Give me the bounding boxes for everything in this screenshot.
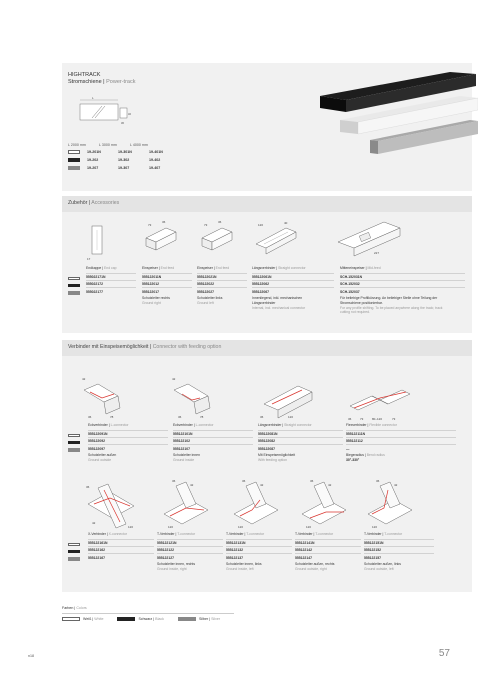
code: 19-301N [118, 150, 132, 154]
dim: 120 [288, 415, 294, 419]
note-en: Ground right [142, 301, 161, 306]
dim: 80–120 [372, 417, 383, 421]
connectors-header-en: Connector with feeding option [152, 344, 222, 350]
colors-title-de: Farben [62, 606, 74, 610]
code-black: 555122112 [346, 437, 456, 444]
dim: 73 [148, 223, 152, 227]
dim-width: 36 [121, 122, 124, 125]
connectors-header-de: Verbinder mit Einspeisemöglichkeit [68, 344, 149, 350]
length-header-2: L 3000 mm [99, 142, 117, 147]
note [340, 296, 445, 314]
length-header-1: L 2000 mm [68, 142, 86, 147]
swatch-black [68, 441, 80, 445]
color-item-black: Schwarz | Black [117, 617, 164, 621]
note: Biegeradius | Bend radius 30°-330° [346, 453, 456, 462]
code-white: 555122161N [88, 539, 154, 546]
dim: 73 [360, 417, 364, 421]
length-header-3: L 4000 mm [130, 142, 148, 147]
connector-col-straight: Längsverbinder | Straight connector 555122081N 555122082 555122087 Mit Einspeisemöglichkeit With feeding option [258, 423, 343, 463]
swatch-silver [68, 448, 80, 452]
hightrack-subtitle-de: Stromschiene [68, 79, 102, 85]
dim: 36 [162, 220, 166, 224]
label-en: X-connector [108, 532, 127, 536]
label-de: T-Verbinder [157, 532, 175, 536]
dim: 36 [172, 479, 176, 483]
label-en: Straight connector [284, 423, 312, 427]
label-de: Einspeiser [197, 266, 213, 270]
dim: 42 [328, 483, 332, 487]
code-black: SCH-152032 [340, 280, 465, 287]
note-de: Schutzleiter außen [88, 453, 117, 458]
code: 19-202 [87, 158, 99, 162]
label-en: T-connector [315, 532, 334, 536]
l-connector-inside-drawing [170, 370, 218, 420]
label-en: Straight connector [278, 266, 306, 270]
code-black: 555122092 [88, 437, 168, 444]
connector-row1-swatches [68, 427, 87, 455]
code-black: 555022172 [86, 280, 136, 287]
code-black: 555122102 [173, 437, 253, 444]
code-white: 555122151N [364, 539, 434, 546]
note [258, 453, 343, 462]
accessories-header-en: Accessories [91, 200, 120, 206]
dim: 78 [200, 415, 204, 419]
dim: 120 [306, 525, 312, 529]
label-de: Eckverbinder [173, 423, 193, 427]
note [226, 562, 292, 571]
l-connector-outside-drawing [80, 370, 128, 420]
note-de: Schutzleiter innen, links [226, 562, 262, 567]
colors-legend: Farben | Colors Weiß | White Schwarz | Black Silber | Silver [62, 606, 234, 621]
note-de: Schutzleiter links [197, 296, 223, 301]
code-silver: 555122127 [157, 553, 223, 560]
code-silver: 555122157 [364, 553, 434, 560]
color-de: Schwarz [138, 617, 153, 621]
code-white: 555122061N [252, 273, 334, 280]
label-en: L-connector [110, 423, 129, 427]
label-de: T-Verbinder [226, 532, 244, 536]
t-connector-3-drawing [298, 478, 350, 530]
color-en: White [94, 617, 104, 621]
track-product-image [300, 66, 478, 158]
code-white: 555122021N [197, 273, 247, 280]
swatch-silver [68, 166, 80, 170]
note-de: Biegeradius [346, 453, 364, 458]
hightrack-title: HIGHTRACK Stromschiene | Power-track [68, 72, 136, 85]
dim: 36 [376, 479, 380, 483]
note-de: Für beliebige Profilkürzung. An beliebiger Stelle ohne Teilung der Stromschiene positionierbar. [340, 296, 438, 306]
label-en: T-connector [246, 532, 265, 536]
note-en: Ground inside [173, 458, 195, 463]
connector-col-x: X-Verbinder | X-connector 555122161N 555122162 555122167 [88, 532, 154, 560]
note-de: Mit Einspeisemöglichkeit [258, 453, 296, 458]
code: 19-201N [87, 150, 101, 154]
dim-length: L [92, 96, 94, 100]
accessory-col-mid-feed: Mitteneinspeiser | Mid-feed SCH-152031N SCH-152032 SCH-152037 Für beliebige Profilkürzung. An beliebiger Stelle ohne Teilung der Stromschiene positionierbar. For any profile shifting. To be placed anywhere along the track; track cutting not required. [340, 266, 465, 315]
note [295, 562, 361, 571]
label-de: X-Verbinder [88, 532, 106, 536]
code-white: SCH-152031N [340, 273, 465, 280]
swatch-white [62, 617, 80, 621]
label-en: T-connector [177, 532, 196, 536]
note [142, 296, 192, 305]
x-connector-drawing [84, 478, 140, 530]
code-white: 555122141N [295, 539, 361, 546]
connector-col-t2: T-Verbinder | T-connector 555122131N 555122132 555122137 Schutzleiter innen, links Ground inside, left [226, 532, 292, 572]
connector-col-t1: T-Verbinder | T-connector 555122121N 555122122 555122127 Schutzleiter innen, rechts Ground inside, right [157, 532, 223, 572]
code-silver: 555122097 [88, 444, 168, 451]
dim: 36 [310, 479, 314, 483]
code-silver: — [346, 444, 456, 451]
color-en: Black [155, 617, 164, 621]
footer-left: n18 [28, 654, 34, 658]
label-de: Eckverbinder [88, 423, 108, 427]
note-de: Schutzleiter außen, links [364, 562, 401, 567]
flex-connector-drawing [346, 376, 416, 422]
accessory-col-straight-connector: Längsverbinder | Straight connector 555122061N 555122062 555122067 Innenliegend, inkl. mechanischen Längsverbinder Internal, incl. mechanical connector [252, 266, 334, 310]
swatch-white [68, 277, 80, 281]
dim: 78 [110, 415, 114, 419]
note [157, 562, 223, 571]
dim: 42 [190, 483, 194, 487]
dim: 42 [82, 377, 86, 381]
note-en: Bend radius [366, 453, 385, 458]
note [252, 296, 312, 310]
label-en: End cap [104, 266, 117, 270]
dim: 120 [168, 525, 174, 529]
accessory-col-end-feed-right: Einspeiser | End feed 555122011N 555122012 555122017 Schutzleiter rechts Ground right [142, 266, 192, 306]
color-de: Weiß [83, 617, 92, 621]
note [364, 562, 434, 571]
t-connector-2-drawing [230, 478, 282, 530]
dim: 36 [260, 415, 264, 419]
note-en: Ground outside [88, 458, 112, 463]
swatch-black [68, 284, 80, 288]
accessories-header: Zubehör | Accessories [62, 196, 472, 212]
end-feed-right-drawing [140, 216, 182, 256]
note-en: Ground inside, left [226, 567, 254, 572]
label-en: T-connector [384, 532, 403, 536]
note-de: Schutzleiter innen, rechts [157, 562, 196, 567]
swatch-white [68, 543, 80, 547]
label-de: Längsverbinder [258, 423, 282, 427]
connector-col-l-inside: Eckverbinder | L-connector 555122101N 555122102 555122107 Schutzleiter innen Ground inside [173, 423, 253, 463]
code-black: 555122062 [252, 280, 334, 287]
connector-col-flex: Flexverbinder | Flexible connector 555122111N 555122112 — Biegeradius | Bend radius 30°-330° [346, 423, 456, 463]
code-black: 555122022 [197, 280, 247, 287]
colors-title-en: Colors [76, 606, 87, 610]
label-en: L-connector [195, 423, 214, 427]
note-en: Internal, incl. mechanical connector [252, 305, 306, 310]
code-silver: 555122027 [197, 287, 247, 294]
note [88, 453, 168, 462]
note-de: Schutzleiter außen, rechts [295, 562, 335, 567]
length-row-silver [68, 164, 180, 172]
dim: 36 [218, 220, 222, 224]
code-silver: 555122017 [142, 287, 192, 294]
dim: 120 [128, 525, 134, 529]
swatch-black [68, 550, 80, 554]
code-silver: 555122087 [258, 444, 343, 451]
note [197, 296, 247, 305]
code-silver: 555022177 [86, 287, 136, 294]
page-number: 57 [438, 648, 450, 659]
end-cap-dim: 17 [87, 257, 91, 261]
note-de: Innenliegend, inkl. mechanischen Längsverbinder [252, 296, 303, 306]
label-de: Endkappe [86, 266, 102, 270]
label-de: Einspeiser [142, 266, 158, 270]
code-silver: 555122137 [226, 553, 292, 560]
connector-col-t3: T-Verbinder | T-connector 555122141N 555122142 555122147 Schutzleiter außen, rechts Ground outside, right [295, 532, 361, 572]
label-en: Mid-feed [367, 266, 381, 270]
code-white: 555122091N [88, 430, 168, 437]
swatch-black [117, 617, 135, 621]
label-de: T-Verbinder [364, 532, 382, 536]
straight-connector-feed-drawing [258, 372, 318, 420]
connector-col-t4: T-Verbinder | T-connector 555122151N 555122152 555122157 Schutzleiter außen, links Ground outside, left [364, 532, 434, 572]
dim: 73 [392, 417, 396, 421]
note-en: Ground outside, right [295, 567, 327, 572]
code-silver: SCH-152037 [340, 287, 465, 294]
code-black: 555122082 [258, 437, 343, 444]
note-de: Schutzleiter innen [173, 453, 200, 458]
color-item-white: Weiß | White [62, 617, 103, 621]
note-en: Ground left [197, 301, 214, 306]
label-de: Flexverbinder [346, 423, 367, 427]
dim: 42 [260, 483, 264, 487]
dim: 42 [394, 483, 398, 487]
connectors-header: Verbinder mit Einspeisemöglichkeit | Connector with feeding option [62, 340, 472, 356]
swatch-silver [68, 557, 80, 561]
code-silver: 555122067 [252, 287, 334, 294]
connector-row2-swatches [68, 536, 87, 564]
dim: 36 [88, 415, 92, 419]
swatch-black [68, 158, 80, 162]
mid-feed-drawing [334, 214, 404, 260]
code: 19-207 [87, 166, 99, 170]
code-white: 555122011N [142, 273, 192, 280]
dim: 40 [284, 221, 288, 225]
code: 19-402 [149, 158, 161, 162]
swatch-white [68, 434, 80, 438]
connector-col-l-outside: Eckverbinder | L-connector 555122091N 555122092 555122097 Schutzleiter außen Ground outside [88, 423, 168, 463]
label-de: Mitteneinspeiser [340, 266, 365, 270]
code-black: 555122122 [157, 546, 223, 553]
end-feed-left-drawing [196, 216, 238, 256]
label-en: End feed [215, 266, 230, 270]
bend-angle: 30°-330° [346, 458, 360, 463]
code: 19-302 [118, 158, 130, 162]
code-black: 555122132 [226, 546, 292, 553]
code-white: 555122081N [258, 430, 343, 437]
code-black: 555122152 [364, 546, 434, 553]
code-black: 555122142 [295, 546, 361, 553]
label-de: Längsverbinder [252, 266, 276, 270]
code-silver: 555122147 [295, 553, 361, 560]
accessories-header-de: Zubehör [68, 200, 88, 206]
label-en: End feed [160, 266, 175, 270]
dim-height: 32 [128, 113, 131, 116]
dim: 42 [172, 377, 176, 381]
accessory-col-end-feed-left: Einspeiser | End feed 555122021N 555122022 555122027 Schutzleiter links Ground left [197, 266, 247, 306]
code-black: 555122012 [142, 280, 192, 287]
code: 19-401N [149, 150, 163, 154]
note-en: With feeding option [258, 458, 288, 463]
hightrack-title-main: HIGHTRACK [68, 72, 101, 78]
code-white: 555122111N [346, 430, 456, 437]
hightrack-subtitle-en: Power-track [106, 79, 136, 85]
t-connector-4-drawing [364, 478, 416, 530]
dim: 120 [238, 525, 244, 529]
label-en: Flexible connector [369, 423, 397, 427]
code-black: 555122162 [88, 546, 154, 553]
code-silver: 555122107 [173, 444, 253, 451]
code-white: 555122131N [226, 539, 292, 546]
swatch-white [68, 150, 80, 154]
dim: 227 [374, 251, 380, 255]
end-cap-drawing [86, 222, 108, 262]
length-table [68, 141, 180, 172]
dim: 42 [92, 521, 96, 525]
code-white: 555122101N [173, 430, 253, 437]
note-en: Ground inside, right [157, 567, 187, 572]
accessory-col-end-cap: Endkappe | End cap 555022171N 555022172 555022177 [86, 266, 136, 294]
swatch-silver [178, 617, 196, 621]
code-silver: 555122167 [88, 553, 154, 560]
note-en: Ground outside, left [364, 567, 394, 572]
dim: 36 [348, 417, 352, 421]
code: 19-407 [149, 166, 161, 170]
swatch-silver [68, 291, 80, 295]
dim: 120 [258, 223, 264, 227]
code: 19-307 [118, 166, 130, 170]
dim: 120 [372, 525, 378, 529]
length-header-row [68, 141, 180, 148]
note-en: For any profile shifting. To be placed anywhere along the track; track cutting not required. [340, 305, 443, 315]
length-row-white [68, 148, 180, 156]
dim: 36 [242, 479, 246, 483]
note [173, 453, 253, 462]
color-en: Silver [211, 617, 221, 621]
note-de: Schutzleiter rechts [142, 296, 170, 301]
profile-drawing [78, 96, 133, 136]
dim: 36 [86, 485, 90, 489]
accessory-swatches [68, 270, 87, 298]
color-item-silver: Silber | Silver [178, 617, 220, 621]
color-de: Silber [198, 617, 209, 621]
length-row-black [68, 156, 180, 164]
t-connector-1-drawing [160, 478, 212, 530]
code-white: 555022171N [86, 273, 136, 280]
dim: 36 [178, 415, 182, 419]
label-de: T-Verbinder [295, 532, 313, 536]
straight-connector-drawing [252, 214, 300, 258]
dim: 73 [204, 223, 208, 227]
code-white: 555122121N [157, 539, 223, 546]
